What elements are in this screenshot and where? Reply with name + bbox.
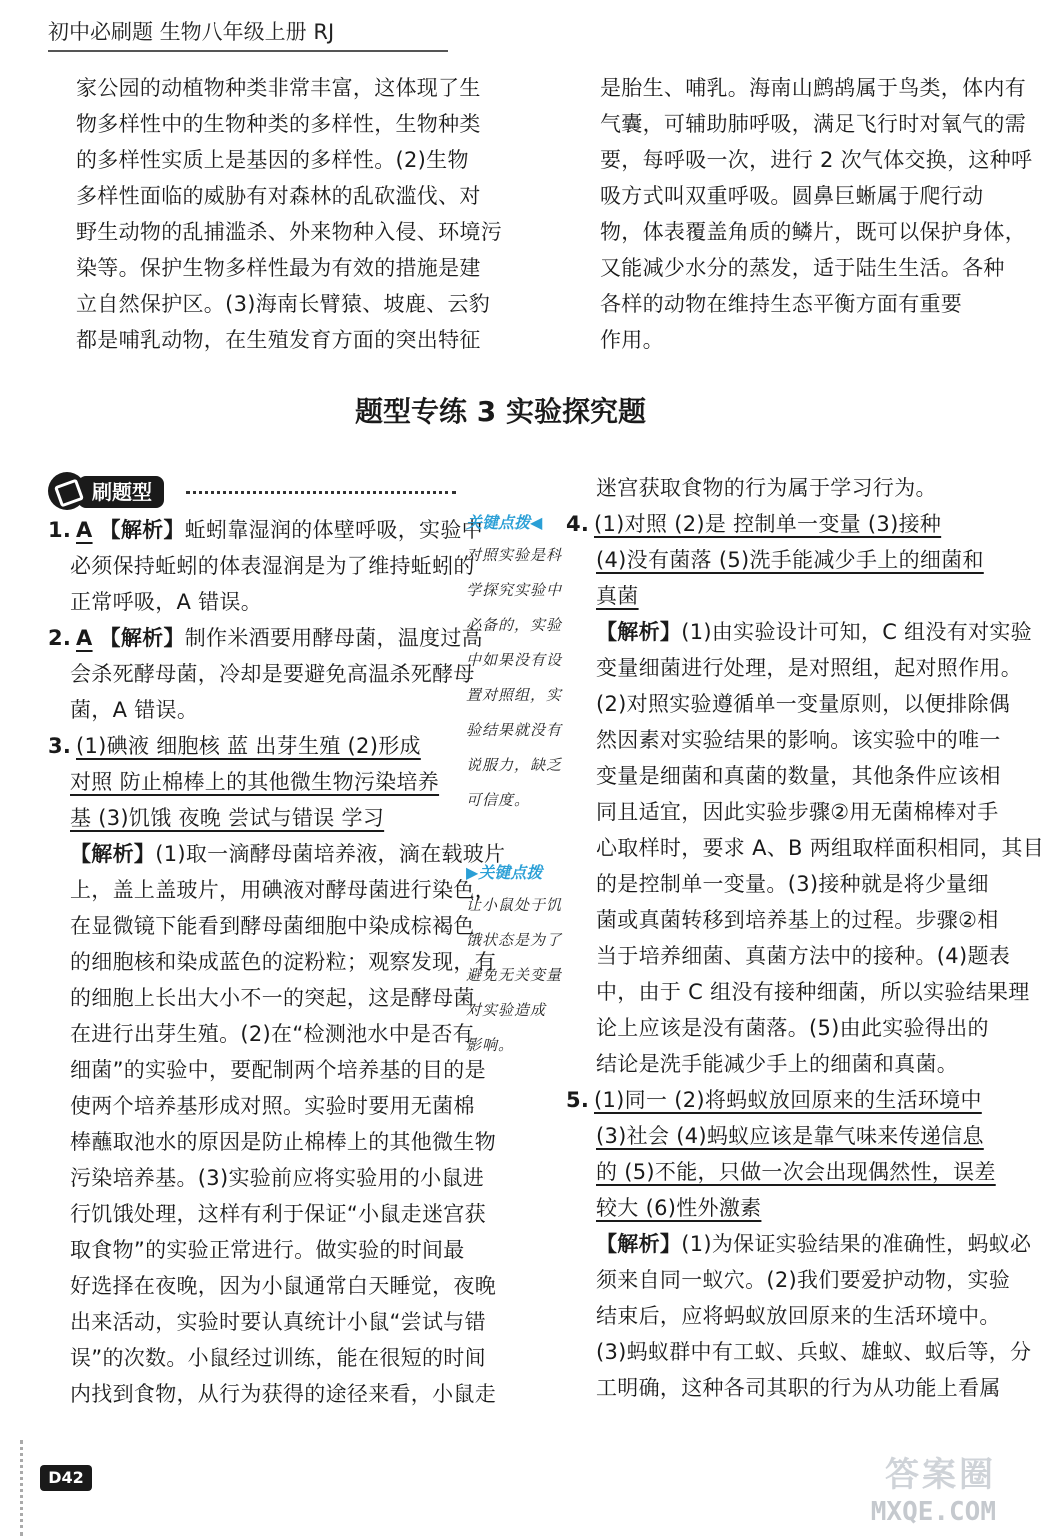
question-number: 2. (48, 626, 72, 650)
text-line: 好选择在夜晚，因为小鼠通常白天睡觉，夜晚 (70, 1274, 496, 1298)
question-2-header (48, 620, 483, 656)
question-number: 4. (566, 512, 590, 536)
text-line: 的多样性实质上是基因的多样性。(2)生物 (76, 148, 469, 172)
text-line: 当于培养细菌、真菌方法中的接种。(4)题表 (596, 944, 1011, 968)
analysis-text: 制作米酒要用酵母菌，温度过高 (184, 626, 483, 650)
text-line: 变量是细菌和真菌的数量，其他条件应该相 (596, 764, 1001, 788)
answer-text: (3)社会 (4)蚂蚁应该是靠气味来传递信息 (596, 1124, 984, 1148)
note-line: 让小鼠处于饥 (466, 896, 563, 914)
text-line: 工明确，这种各司其职的行为从功能上看属 (596, 1376, 1001, 1400)
header-rule (48, 50, 448, 52)
text-line: 染等。保护生物多样性最为有效的措施是建 (76, 256, 481, 280)
dotted-divider (186, 491, 456, 494)
text-line: 会杀死酵母菌，冷却是要避免高温杀死酵母 (70, 662, 475, 686)
text-line: 心取样时，要求 A、B 两组取样面积相同，其目 (596, 836, 1044, 860)
answer-text: 的 (5)不能，只做一次会出现偶然性，误差 (596, 1160, 996, 1184)
text-line: 野生动物的乱捕滥杀、外来物种入侵、环境污 (76, 220, 502, 244)
question-number: 1. (48, 518, 72, 542)
analysis-tag: 【解析】 (596, 1232, 682, 1256)
text-line: 使两个培养基形成对照。实验时要用无菌棉 (70, 1094, 475, 1118)
running-header (48, 12, 468, 52)
analysis-text: (1)由实验设计可知，C 组没有对实验 (681, 620, 1032, 644)
text-line: 结束后，应将蚂蚁放回原来的生活环境中。 (596, 1304, 1001, 1328)
text-line: 取食物”的实验正常进行。做实验的时间最 (70, 1238, 465, 1262)
text-line: 在进行出芽生殖。(2)在“检测池水中是否有 (70, 1022, 474, 1046)
note-line: 说服力，缺乏 (466, 756, 563, 774)
key-tip-note-1 (466, 508, 576, 818)
analysis-text: (1)为保证实验结果的准确性，蚂蚁必 (681, 1232, 1032, 1256)
watermark-top: 答案圈 (885, 1455, 996, 1495)
analysis-tag: 【解析】 (70, 842, 156, 866)
top-right-column (600, 70, 1033, 358)
note-line: 中如果没有设 (466, 651, 563, 669)
text-line: 物多样性中的生物种类的多样性，生物种类 (76, 112, 481, 136)
text-line: 菌或真菌转移到培养基上的过程。步骤②相 (596, 908, 999, 932)
answer-text: (1)碘液 细胞核 蓝 出芽生殖 (2)形成 (76, 734, 421, 758)
text-line: 菌，A 错误。 (70, 698, 199, 722)
section-title: 题型专练 3 实验探究题 (355, 395, 646, 428)
analysis-first-line (566, 614, 1032, 650)
text-line: 各样的动物在维持生态平衡方面有重要 (600, 292, 963, 316)
analysis-tag: 【解析】 (99, 626, 185, 650)
pen-icon (48, 472, 86, 510)
text-line: 细菌”的实验中，要配制两个培养基的目的是 (70, 1058, 486, 1082)
note-line: 对照实验是科 (466, 546, 563, 564)
text-line: 正常呼吸，A 错误。 (70, 590, 263, 614)
text-line: 作用。 (600, 328, 664, 352)
note-line: 可信度。 (466, 791, 531, 809)
text-line: 多样性面临的威胁有对森林的乱砍滥伐、对 (76, 184, 481, 208)
right-column (566, 470, 1044, 1406)
note-line: 必备的，实验 (466, 616, 563, 634)
top-left-column (76, 70, 502, 358)
note-line: 影响。 (466, 1036, 515, 1054)
text-line: 在显微镜下能看到酵母菌细胞中染成棕褐色 (70, 914, 475, 938)
page-number: D42 (40, 1465, 92, 1491)
text-line: 的细胞核和染成蓝色的淀粉粒；观察发现，有 (70, 950, 496, 974)
analysis-text: 蚯蚓靠湿润的体壁呼吸，实验中 (184, 518, 483, 542)
analysis-text: (1)取一滴酵母菌培养液，滴在载玻片 (155, 842, 506, 866)
text-line: 结论是洗手能减少手上的细菌和真菌。 (596, 1052, 959, 1076)
header-text: 初中必刷题 生物八年级上册 RJ (48, 20, 335, 44)
question-number: 5. (566, 1088, 590, 1112)
analysis-first-line (566, 1226, 1032, 1262)
key-tip-note-2 (466, 858, 576, 1063)
watermark-logo (836, 1455, 996, 1531)
note-line: 避免无关变量 (466, 966, 563, 984)
note-line: 学探究实验中 (466, 581, 563, 599)
analysis-tag: 【解析】 (99, 518, 185, 542)
answer-text: 对照 防止棉棒上的其他微生物污染培养 (70, 770, 440, 794)
watermark-bottom: MXQE.COM (870, 1497, 996, 1527)
note-label: ▶关键点拨 (466, 863, 543, 882)
text-line: 同且适宜，因此实验步骤②用无菌棉棒对手 (596, 800, 999, 824)
question-5-header (566, 1082, 986, 1118)
question-4-header (566, 506, 986, 542)
text-line: 棒蘸取池水的原因是防止棉棒上的其他微生物 (70, 1130, 496, 1154)
text-line: 吸方式叫双重呼吸。圆鼻巨蜥属于爬行动 (600, 184, 984, 208)
text-line: 污染培养基。(3)实验前应将实验用的小鼠进 (70, 1166, 485, 1190)
text-line: 出来活动，实验时要认真统计小鼠“尝试与错 (70, 1310, 486, 1334)
answer-text: (1)对照 (2)是 控制单一变量 (3)接种 (594, 512, 942, 536)
text-line: 论上应该是没有菌落。(5)由此实验得出的 (596, 1016, 989, 1040)
analysis-tag: 【解析】 (596, 620, 682, 644)
text-line: 须来自同一蚁穴。(2)我们要爱护动物，实验 (596, 1268, 1011, 1292)
answer-text: 基 (3)饥饿 夜晚 尝试与错误 学习 (70, 806, 385, 830)
analysis-first-line (48, 836, 506, 872)
text-line: 都是哺乳动物，在生殖发育方面的突出特征 (76, 328, 481, 352)
answer-text: (4)没有菌落 (5)洗手能减少手上的细菌和 (596, 548, 984, 572)
page-margin-dots (20, 1440, 37, 1536)
text-line: (3)蚂蚁群中有工蚁、兵蚁、雄蚁、蚁后等，分 (596, 1340, 1032, 1364)
text-line: 迷宫获取食物的行为属于学习行为。 (596, 476, 937, 500)
text-line: (2)对照实验遵循单一变量原则，以便排除偶 (596, 692, 1011, 716)
text-line: 必须保持蚯蚓的体表湿润是为了维持蚯蚓的 (70, 554, 475, 578)
question-type-badge (48, 470, 458, 514)
text-line: 要，每呼吸一次，进行 2 次气体交换，这种呼 (600, 148, 1033, 172)
text-line: 上，盖上盖玻片，用碘液对酵母菌进行染色， (70, 878, 496, 902)
text-line: 的是控制单一变量。(3)接种就是将少量细 (596, 872, 989, 896)
text-line: 的细胞上长出大小不一的突起，这是酵母菌 (70, 986, 475, 1010)
question-3-header (48, 728, 468, 764)
question-1-header (48, 512, 483, 548)
answer-text: 真菌 (596, 584, 639, 608)
text-line: 变量细菌进行处理，是对照组，起对照作用。 (596, 656, 1022, 680)
note-line: 对实验造成 (466, 1001, 547, 1019)
note-line: 验结果就没有 (466, 721, 563, 739)
question-number: 3. (48, 734, 72, 758)
text-line: 内找到食物，从行为获得的途径来看，小鼠走 (70, 1382, 496, 1406)
text-line: 然因素对实验结果的影响。该实验中的唯一 (596, 728, 1001, 752)
answer-choice: A (76, 626, 93, 650)
text-line: 行饥饿处理，这样有利于保证“小鼠走迷宫获 (70, 1202, 486, 1226)
badge-label: 刷题型 (78, 476, 164, 508)
answer-text: 较大 (6)性外激素 (596, 1196, 762, 1220)
note-line: 饿状态是为了 (466, 931, 563, 949)
note-line: 置对照组，实 (466, 686, 563, 704)
answer-text: (1)同一 (2)将蚂蚁放回原来的生活环境中 (594, 1088, 982, 1112)
text-line: 立自然保护区。(3)海南长臂猿、坡鹿、云豹 (76, 292, 491, 316)
note-label: 关键点拨◀ (466, 513, 543, 532)
text-line: 又能减少水分的蒸发，适于陆生生活。各种 (600, 256, 1005, 280)
text-line: 气囊，可辅助肺呼吸，满足飞行时对氧气的需 (600, 112, 1026, 136)
answer-choice: A (76, 518, 93, 542)
text-line: 中，由于 C 组没有接种细菌，所以实验结果理 (596, 980, 1030, 1004)
text-line: 家公园的动植物种类非常丰富，这体现了生 (76, 76, 481, 100)
text-line: 物，体表覆盖角质的鳞片，既可以保护身体， (600, 220, 1026, 244)
text-line: 是胎生、哺乳。海南山鹧鸪属于鸟类，体内有 (600, 76, 1026, 100)
text-line: 误”的次数。小鼠经过训练，能在很短的时间 (70, 1346, 486, 1370)
